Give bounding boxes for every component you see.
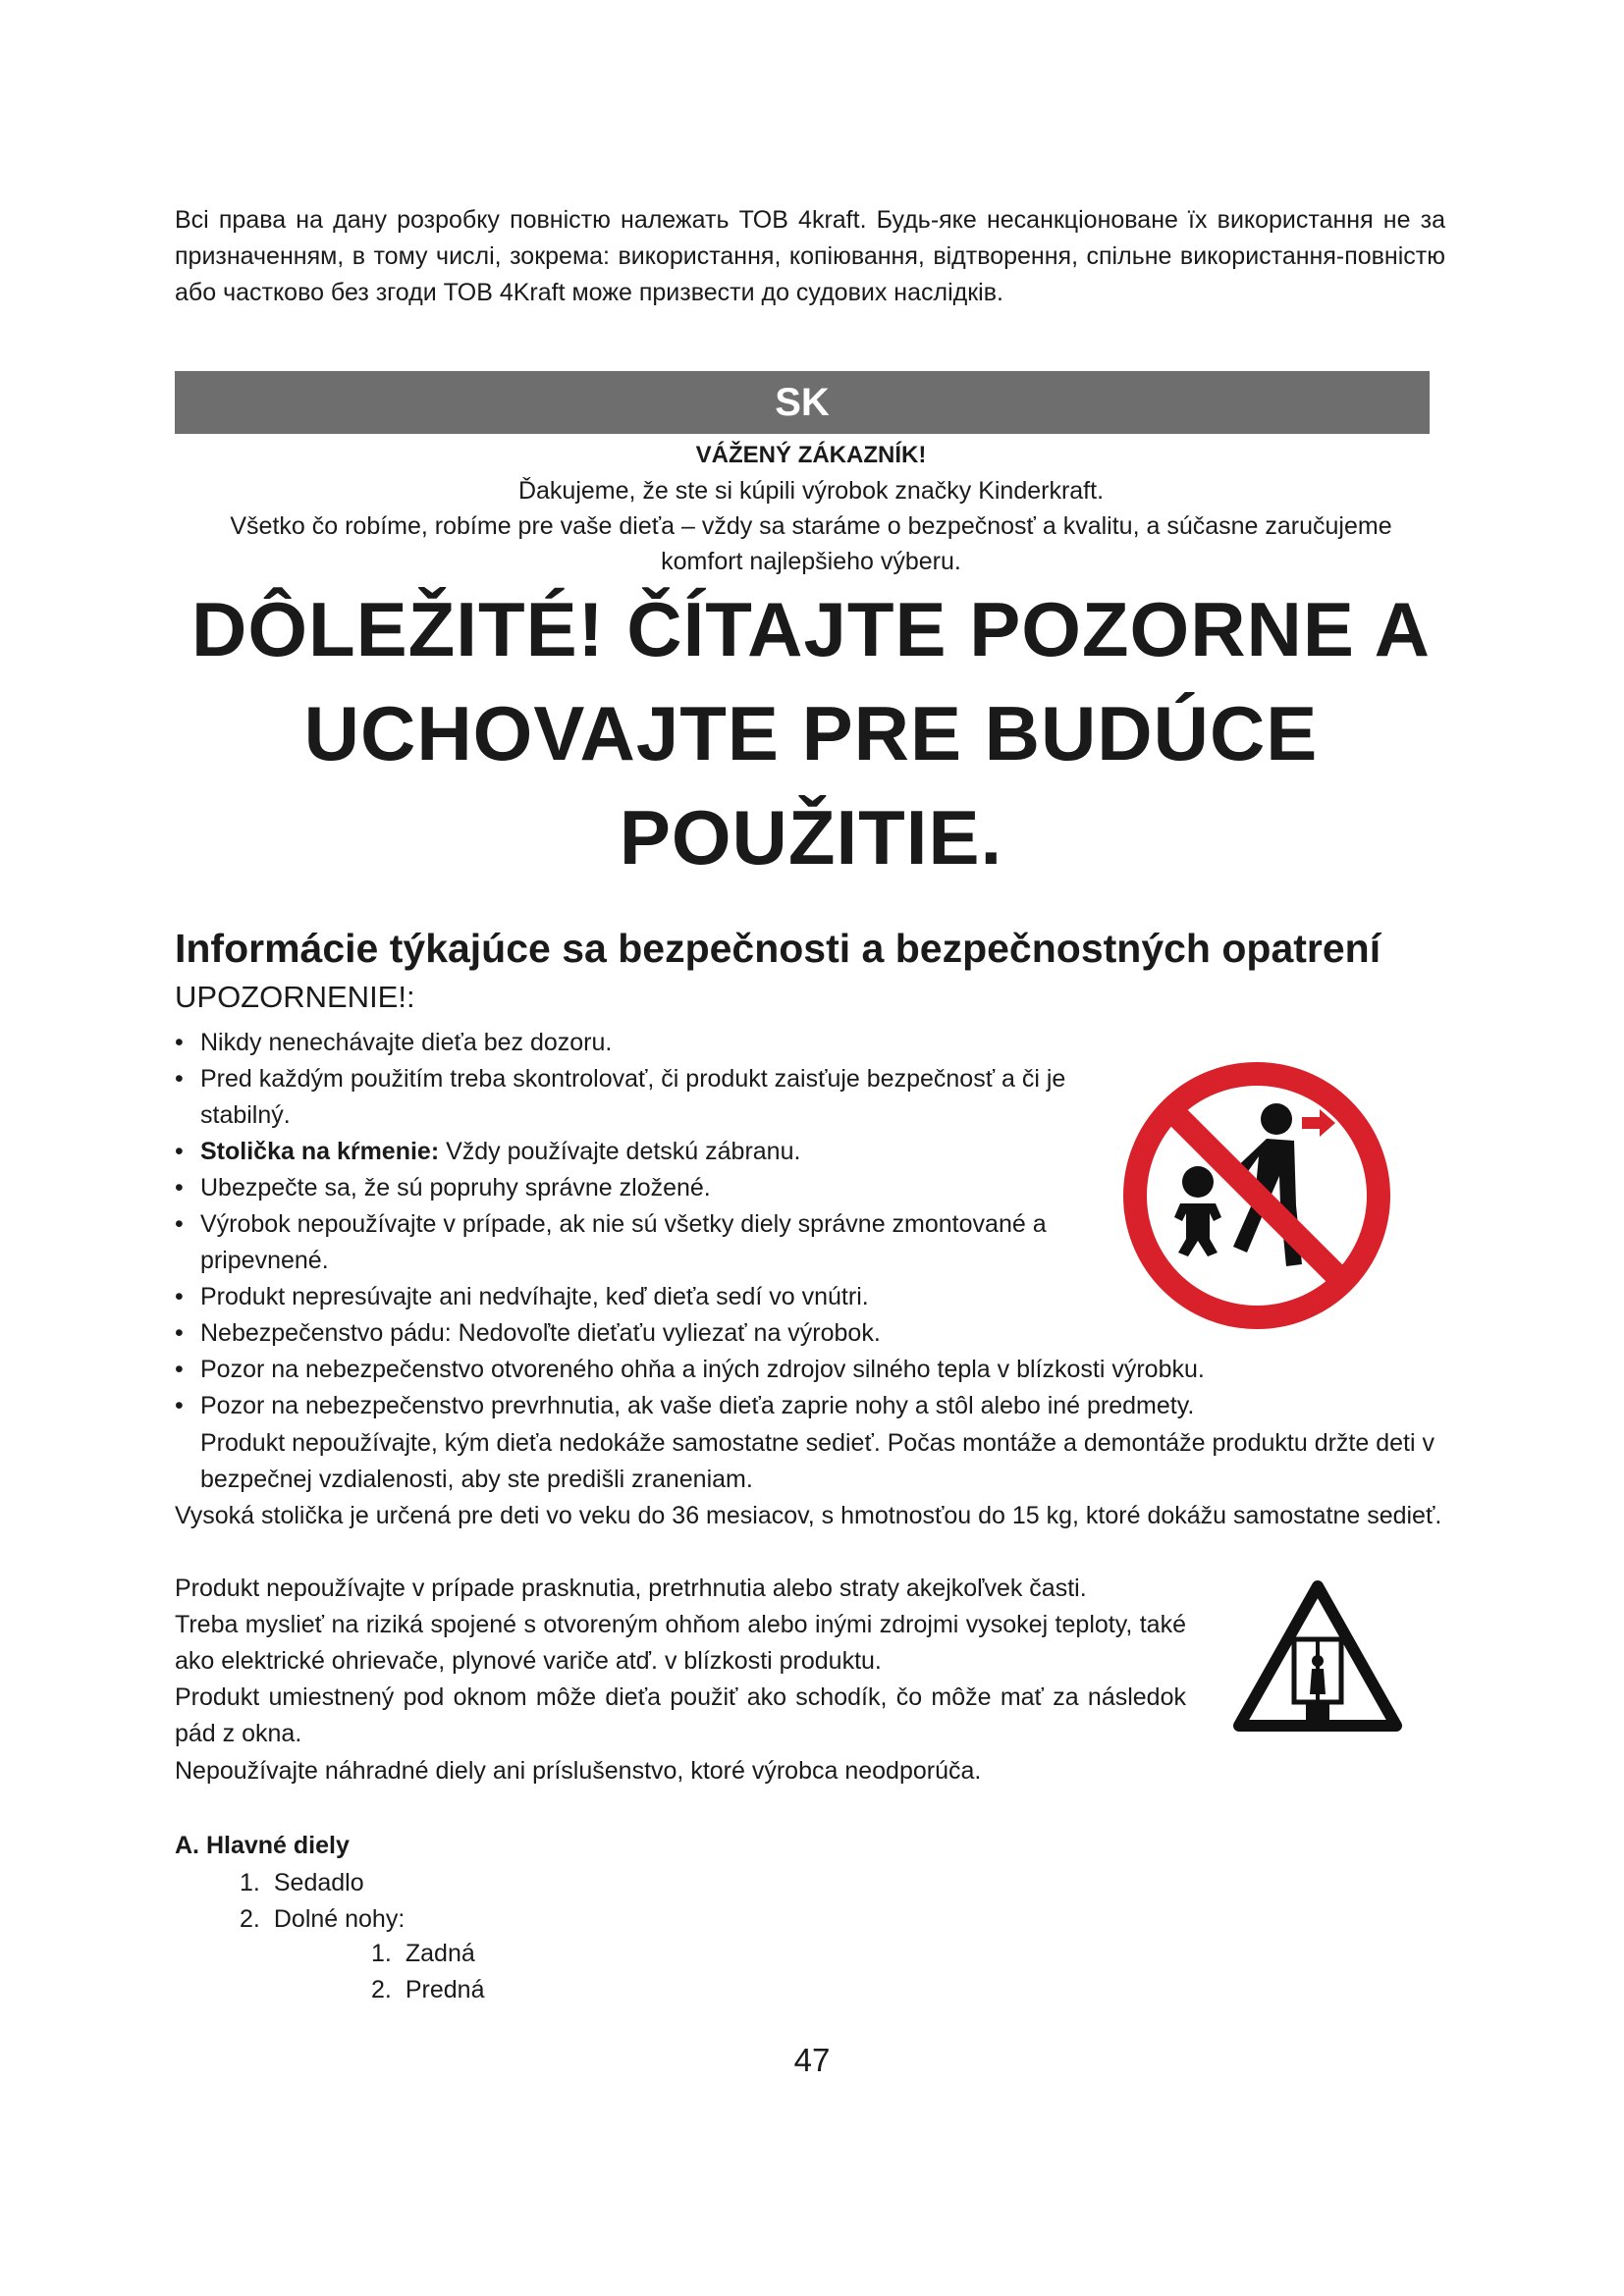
warning-label: UPOZORNENIE!: <box>175 980 415 1014</box>
bullet-dot: • <box>175 1210 184 1238</box>
bullet-dot: • <box>175 1319 184 1347</box>
hazard-paragraphs <box>175 1571 1186 1752</box>
main-parts-title: A. Hlavné diely <box>175 1832 350 1859</box>
greeting-line-2: Všetko čo robíme, robíme pre vaše dieťa – vždy sa staráme o bezpečnosť a kvalitu, a súčasne zaručujeme <box>230 512 1392 540</box>
item-number: 2. <box>371 1976 392 2003</box>
item-number: 2. <box>240 1905 260 1933</box>
list-item <box>175 1388 1490 1424</box>
section-bar-sk: SK <box>175 371 1430 434</box>
page-number: 47 <box>793 2042 831 2078</box>
important-heading <box>175 577 1447 889</box>
main-parts-list <box>240 1865 405 1938</box>
window-fall-warning-icon <box>1231 1578 1404 1735</box>
important-line-2: UCHOVAJTE PRE BUDÚCE <box>303 690 1319 776</box>
list-item <box>175 1025 1104 1061</box>
list-item <box>240 1865 405 1901</box>
list-item-text: Produkt nepresúvajte ani nedvíhajte, keď dieťa sedí vo vnútri. <box>200 1283 869 1310</box>
greeting-line-3: komfort najlepšieho výberu. <box>661 548 961 575</box>
list-item <box>175 1134 1104 1170</box>
list-item <box>175 1170 1104 1206</box>
list-item-text: Výrobok nepoužívajte v prípade, ak nie sú všetky diely správne zmontované a pripevnené. <box>200 1210 1047 1274</box>
bullet-dot: • <box>175 1392 184 1419</box>
list-item <box>240 1901 405 1938</box>
list-item <box>175 1352 1490 1388</box>
assembly-paragraph: Produkt nepoužívajte, kým dieťa nedokáže samostatne sedieť. Počas montáže a demontáže produktu držte deti v bezpečnej vzdialenosti, aby ste predišli zraneniam. <box>200 1429 1435 1493</box>
item-label: Sedadlo <box>273 1869 364 1896</box>
list-item-text: Pozor na nebezpečenstvo prevrhnutia, ak vaše dieťa zaprie nohy a stôl alebo iné predmety. <box>200 1392 1195 1419</box>
list-item <box>175 1279 1104 1315</box>
bullet-dot: • <box>175 1174 184 1201</box>
item-number: 1. <box>240 1869 260 1896</box>
bullet-dot: • <box>175 1356 184 1383</box>
item-label: Dolné nohy: <box>273 1905 406 1933</box>
list-item-text: Ubezpečte sa, že sú popruhy správne zložené. <box>200 1174 711 1201</box>
list-item-text: Pred každým použitím treba skontrolovať, či produkt zaisťuje bezpečnosť a či je stabilný. <box>200 1065 1066 1129</box>
list-item-text: Pozor na nebezpečenstvo otvoreného ohňa a iných zdrojov silného tepla v blízkosti výrobku. <box>200 1356 1205 1383</box>
list-item-text: Vždy používajte detskú zábranu. <box>439 1138 801 1165</box>
important-line-1: DÔLEŽITÉ! ČÍTAJTE POZORNE A <box>190 586 1431 672</box>
bullet-dot: • <box>175 1029 184 1056</box>
list-item-bold: Stolička na kŕmenie: <box>200 1138 440 1165</box>
spare-parts-paragraph: Nepoužívajte náhradné diely ani príslušenstvo, ktoré výrobca neodporúča. <box>175 1757 982 1785</box>
item-label: Predná <box>405 1976 485 2003</box>
safety-info-heading: Informácie týkajúce sa bezpečnosti a bezpečnostných opatrení <box>175 926 1381 971</box>
list-item-text: Nebezpečenstvo pádu: Nedovoľte dieťaťu vyliezať na výrobok. <box>200 1319 881 1347</box>
fire-paragraph: Treba myslieť na riziká spojené s otvoreným ohňom alebo inými zdrojmi vysokej teploty, také ako elektrické ohrievače, plynové variče atď. v blízkosti produktu. <box>175 1611 1186 1675</box>
damage-paragraph: Produkt nepoužívajte v prípade prasknutia, pretrhnutia alebo straty akejkoľvek časti. <box>175 1575 1087 1602</box>
list-item-text: Nikdy nenechávajte dieťa bez dozoru. <box>200 1029 613 1056</box>
greeting-title: VÁŽENÝ ZÁKAZNÍK! <box>695 442 927 468</box>
bullet-dot: • <box>175 1138 184 1165</box>
no-child-unattended-icon <box>1119 1058 1394 1333</box>
window-paragraph: Produkt umiestnený pod oknom môže dieťa použiť ako schodík, čo môže mať za následok pád z okna. <box>175 1683 1186 1747</box>
list-item <box>175 1206 1104 1279</box>
list-item <box>175 1061 1104 1134</box>
age-limit-paragraph: Vysoká stolička je určená pre deti vo veku do 36 mesiacov, s hmotnosťou do 15 kg, ktoré dokážu samostatne sedieť. <box>175 1502 1442 1529</box>
bullet-dot: • <box>175 1065 184 1093</box>
ukrainian-copyright-notice: Всі права на дану розробку повністю належать ТОВ 4kraft. Будь-яке несанкціоноване їх використання не за призначенням, в тому числі, зокрема: використання, копіювання, відтворення, спільне використання-повністю або частково без згоди ТОВ 4Kraft може призвести до судових наслідків. <box>175 206 1445 306</box>
greeting-block <box>175 438 1447 579</box>
item-number: 1. <box>371 1940 392 1967</box>
list-item <box>175 1315 1104 1352</box>
list-item <box>371 1936 484 1972</box>
list-item <box>371 1972 484 2008</box>
bullet-dot: • <box>175 1283 184 1310</box>
item-label: Zadná <box>405 1940 475 1967</box>
greeting-line-1: Ďakujeme, že ste si kúpili výrobok značky Kinderkraft. <box>517 477 1105 505</box>
legs-sub-list <box>371 1936 484 2008</box>
important-line-3: POUŽITIE. <box>619 794 1003 881</box>
